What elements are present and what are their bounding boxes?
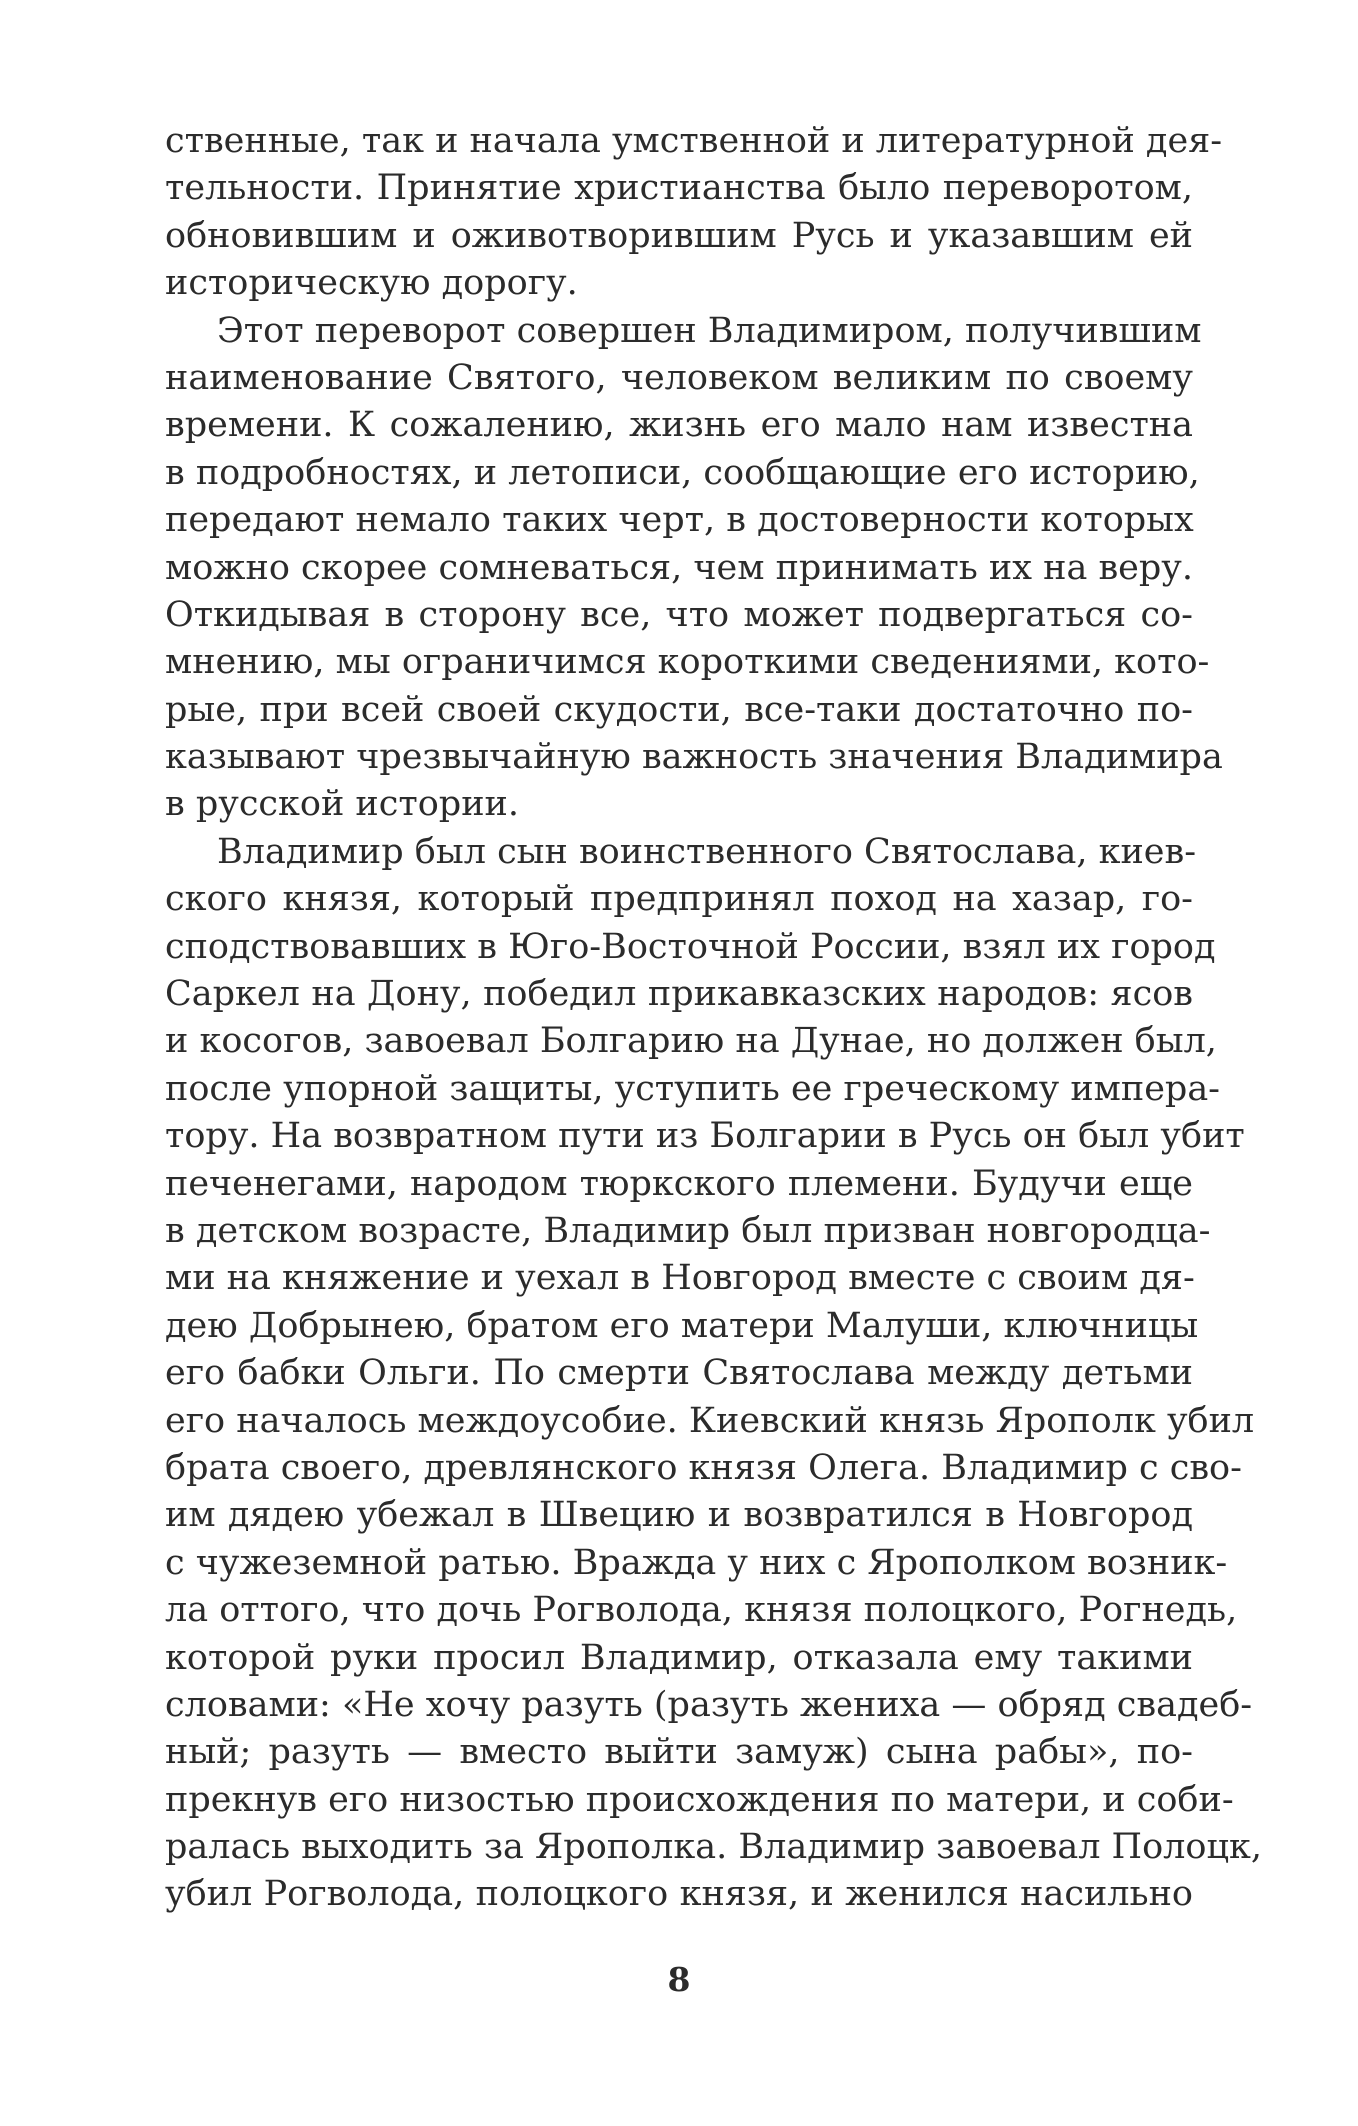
text-line: ный; разуть — вместо выйти замуж) сына рабы», по- bbox=[165, 1732, 1193, 1773]
text-line: ми на княжение и уехал в Новгород вместе с своим дя- bbox=[165, 1258, 1195, 1299]
paragraph bbox=[165, 308, 1223, 829]
text-line: в подробностях, и летописи, сообщающие его историю, bbox=[165, 452, 1200, 493]
text-line: казывают чрезвычайную важность значения Владимира bbox=[165, 737, 1223, 778]
text-line: дею Добрынею, братом его матери Малуши, ключницы bbox=[165, 1305, 1199, 1346]
paragraph bbox=[165, 118, 1223, 308]
text-line: ского князя, который предпринял поход на хазар, го- bbox=[165, 879, 1193, 920]
text-line: им дядею убежал в Швецию и возвратился в Новгород bbox=[165, 1495, 1193, 1536]
text-line: его бабки Ольги. По смерти Святослава между детьми bbox=[165, 1353, 1193, 1394]
text-line: Этот переворот совершен Владимиром, получившим bbox=[217, 310, 1202, 351]
text-line: ственные, так и начала умственной и литературной дея- bbox=[165, 121, 1223, 161]
text-line: тору. На возвратном пути из Болгарии в Русь он был убит bbox=[165, 1116, 1245, 1157]
text-line: рые, при всей своей скудости, все-таки достаточно по- bbox=[165, 689, 1193, 730]
text-line: сподствовавших в Юго-Восточной России, взял их город bbox=[165, 926, 1216, 967]
text-line: которой руки просил Владимир, отказала ему такими bbox=[165, 1637, 1193, 1678]
text-line: мнению, мы ограничимся короткими сведениями, кото- bbox=[165, 642, 1210, 683]
text-line: после упорной защиты, уступить ее греческому импера- bbox=[165, 1068, 1221, 1109]
text-line: печенегами, народом тюркского племени. Будучи еще bbox=[165, 1163, 1193, 1204]
paragraph bbox=[165, 829, 1262, 1919]
text-line: ралась выходить за Ярополка. Владимир завоевал Полоцк, bbox=[165, 1827, 1262, 1868]
text-line: Откидывая в сторону все, что может подвергаться со- bbox=[165, 594, 1193, 635]
text-line: ла оттого, что дочь Рогволода, князя полоцкого, Рогнедь, bbox=[165, 1590, 1238, 1631]
text-line: в детском возрасте, Владимир был призван новгородца- bbox=[165, 1210, 1211, 1251]
text-line: в русской истории. bbox=[165, 784, 519, 825]
text-line: времени. К сожалению, жизнь его мало нам известна bbox=[165, 405, 1193, 446]
text-line: его началось междоусобие. Киевский князь Ярополк убил bbox=[165, 1400, 1255, 1441]
text-line: наименование Святого, человеком великим по своему bbox=[165, 357, 1193, 398]
text-line: Саркел на Дону, победил прикавказских народов: ясов bbox=[165, 974, 1193, 1015]
text-line: можно скорее сомневаться, чем принимать их на веру. bbox=[165, 547, 1193, 588]
text-line: историческую дорогу. bbox=[165, 263, 578, 304]
text-line: Владимир был сын воинственного Святослава, киев- bbox=[217, 831, 1197, 872]
text-line: с чужеземной ратью. Вражда у них с Ярополком возник- bbox=[165, 1542, 1228, 1583]
text-line: тельности. Принятие христианства было переворотом, bbox=[165, 168, 1193, 209]
page-number: 8 bbox=[667, 1960, 691, 1999]
text-line: обновившим и оживотворившим Русь и указавшим ей bbox=[165, 215, 1193, 256]
text-line: прекнув его низостью происхождения по матери, и соби- bbox=[165, 1779, 1234, 1820]
body-text bbox=[165, 118, 1262, 1919]
text-line: передают немало таких черт, в достоверности которых bbox=[165, 500, 1194, 541]
text-line: и косогов, завоевал Болгарию на Дунае, но должен был, bbox=[165, 1021, 1217, 1062]
text-line: брата своего, древлянского князя Олега. Владимир с сво- bbox=[165, 1447, 1242, 1488]
text-line: словами: «Не хочу разуть (разуть жениха — обряд свадеб- bbox=[165, 1684, 1253, 1725]
text-line: убил Рогволода, полоцкого князя, и женился насильно bbox=[165, 1874, 1193, 1915]
